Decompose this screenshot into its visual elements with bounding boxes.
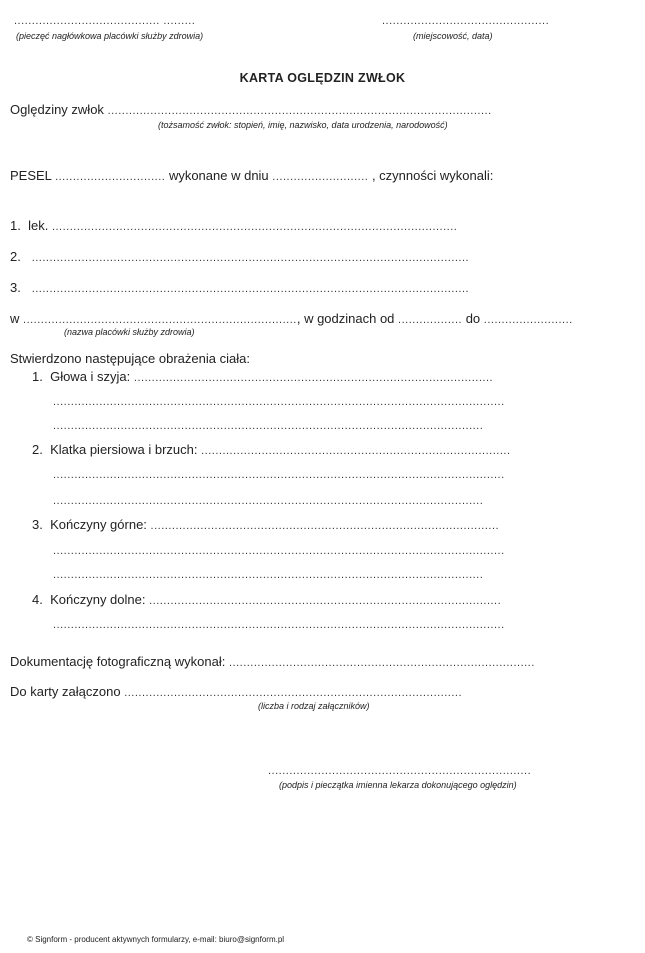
place-prefix: w [10, 311, 20, 326]
performers-label: , czynności wykonali: [371, 168, 494, 183]
performer-dots[interactable]: ........................................................................................................................... [31, 283, 470, 295]
pesel-label: PESEL [10, 168, 52, 183]
pesel-row [10, 168, 493, 185]
attachments-label: Do karty załączono [10, 684, 121, 699]
photo-doc-dots[interactable]: ...................................................................................... [228, 657, 535, 669]
attachments-caption: (liczba i rodzaj załączników) [258, 701, 370, 711]
place-row [10, 311, 573, 328]
signature-dots[interactable]: .......................................................................... [268, 765, 532, 777]
inspection-label: Oględziny zwłok [10, 102, 104, 117]
injury-dots[interactable]: .................................................................................................. [150, 520, 500, 532]
injury-extra-line[interactable]: ......................................................................................................................... [53, 569, 484, 581]
footer-copyright: © Signform - producent aktywnych formularzy, e-mail: biuro@signform.pl [27, 935, 285, 944]
inspection-row [10, 102, 492, 119]
injury-label: Głowa i szyja: [50, 369, 131, 384]
facility-caption: (nazwa placówki służby zdrowia) [64, 327, 195, 337]
pesel-dots[interactable]: ............................... [55, 171, 166, 183]
injuries-heading: Stwierdzono następujące obrażenia ciała: [10, 351, 250, 366]
performer-row [10, 249, 469, 266]
performer-row [10, 280, 469, 297]
performer-number: 1. [10, 218, 21, 233]
stamp-caption: (pieczęć nagłówkowa placówki służby zdrowia) [16, 31, 204, 41]
inspection-caption: (tożsamość zwłok: stopień, imię, nazwisko, data urodzenia, narodowość) [158, 120, 448, 130]
injury-dots[interactable]: ..................................................................................................... [133, 372, 494, 384]
photo-doc-label: Dokumentację fotograficzną wykonał: [10, 654, 226, 669]
injury-label: Klatka piersiowa i brzuch: [50, 442, 198, 457]
injury-number: 2. [32, 442, 43, 457]
place-date-dots[interactable]: ............................................... [382, 15, 550, 27]
injury-extra-line[interactable]: ......................................................................................................................... [53, 420, 484, 432]
attachments-row [10, 684, 462, 701]
facility-dots[interactable]: ............................................................................. [23, 314, 297, 326]
injury-extra-line[interactable]: ............................................................................................................................... [53, 396, 505, 408]
date-dots[interactable]: ........................... [272, 171, 369, 183]
date-label: wykonane w dniu [168, 168, 269, 183]
to-hour-dots[interactable]: ......................... [483, 314, 573, 326]
photo-doc-row [10, 654, 535, 671]
performer-dots[interactable]: ........................................................................................................................... [31, 252, 470, 264]
performer-dots[interactable]: .................................................................................................................. [51, 221, 458, 233]
injury-label: Kończyny dolne: [50, 592, 146, 607]
inspection-dots[interactable]: ............................................................................................................ [107, 105, 492, 117]
attachments-dots[interactable]: ............................................................................................... [124, 687, 463, 699]
signature-caption: (podpis i pieczątka imienna lekarza dokonującego oględzin) [279, 780, 517, 790]
injury-item-lower-limbs [32, 592, 501, 609]
performer-row [10, 218, 457, 235]
injury-extra-line[interactable]: ............................................................................................................................... [53, 469, 505, 481]
stamp-dots[interactable]: ......................................... ......... [14, 15, 196, 27]
injury-extra-line[interactable]: ............................................................................................................................... [53, 619, 505, 631]
injury-dots[interactable]: ....................................................................................... [201, 445, 511, 457]
injury-number: 4. [32, 592, 43, 607]
injury-item-chest-abdomen [32, 442, 511, 459]
injury-dots[interactable]: ................................................................................................... [149, 595, 502, 607]
form-title: KARTA OGLĘDZIN ZWŁOK [239, 71, 406, 85]
injury-item-head-neck [32, 369, 493, 386]
performer-number: 3. [10, 280, 21, 295]
injury-extra-line[interactable]: ............................................................................................................................... [53, 545, 505, 557]
performer-prefix: lek. [28, 218, 49, 233]
to-label: do [465, 311, 481, 326]
place-date-caption: (miejscowość, data) [413, 31, 493, 41]
injury-number: 3. [32, 517, 43, 532]
injury-extra-line[interactable]: ......................................................................................................................... [53, 495, 484, 507]
injury-item-upper-limbs [32, 517, 499, 534]
hours-label: , w godzinach od [296, 311, 395, 326]
injury-number: 1. [32, 369, 43, 384]
injury-label: Kończyny górne: [50, 517, 147, 532]
from-hour-dots[interactable]: .................. [398, 314, 463, 326]
performer-number: 2. [10, 249, 21, 264]
